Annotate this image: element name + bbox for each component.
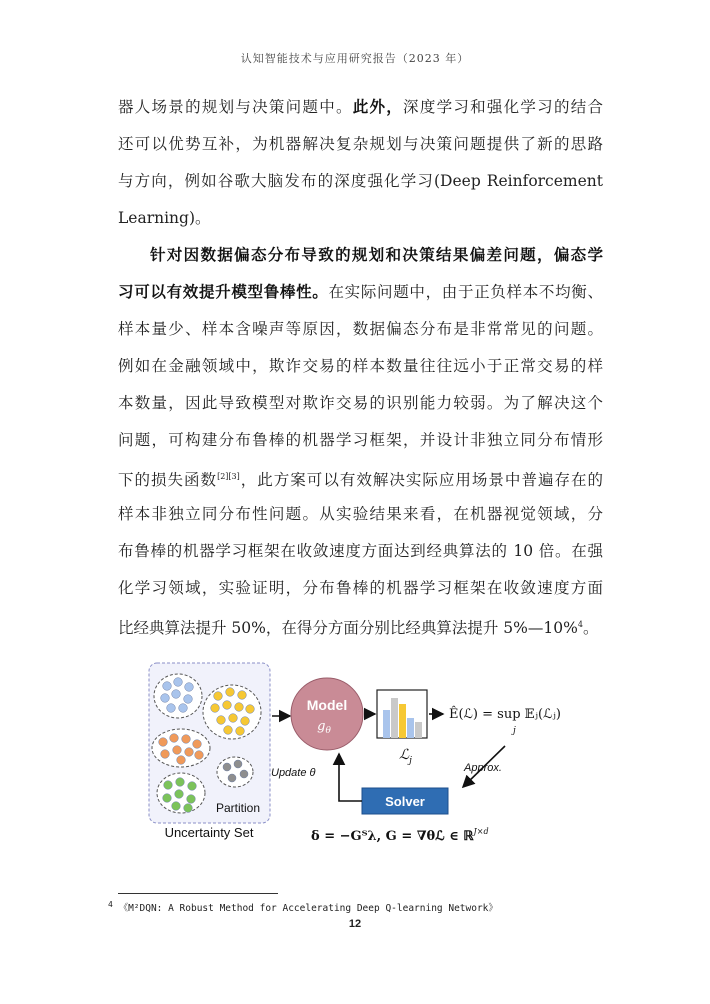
text-line: 布鲁棒的机器学习框架在收敛速度方面达到经典算法的 10 倍。在强	[118, 542, 603, 560]
cluster-dot	[175, 790, 184, 799]
body-text	[118, 92, 603, 647]
cluster-dot	[234, 760, 242, 768]
delta-formula: δ = −Gᵀλ, G = ∇θℒ ∈ ℝ$^{J\times d}$	[311, 827, 489, 844]
histogram-bar	[383, 710, 390, 738]
text-line: 本数量，因此导致模型对欺诈交易的识别能力较弱。为了解决这个	[118, 394, 603, 412]
sup-formula-sub: j	[513, 726, 516, 736]
cluster-dot	[170, 734, 179, 743]
cluster-dot	[163, 794, 172, 803]
text-line: 器人场景的规划与决策问题中。此外，深度学习和强化学习的结合	[118, 98, 603, 116]
sup-formula: Ê(ℒ) = sup 𝔼ⱼ(ℒⱼ)	[449, 707, 561, 722]
cluster-dot	[187, 795, 196, 804]
model-node	[291, 678, 363, 750]
text-line: 样本量少、样本含噪声等原因，数据偏态分布是非常常见的问题。	[118, 320, 603, 338]
text-line-bold: 针对因数据偏态分布导致的规划和决策结果偏差问题，偏态学	[150, 246, 603, 264]
cluster-dot	[223, 701, 232, 710]
cluster-dot	[240, 770, 248, 778]
page-header: 认知智能技术与应用研究报告（2023 年）	[240, 52, 470, 65]
update-label: Update θ	[271, 767, 316, 779]
cluster-dot	[172, 802, 181, 811]
cluster-dot	[217, 716, 226, 725]
cluster-dot	[173, 746, 182, 755]
cluster-dot	[226, 688, 235, 697]
cluster-dot	[176, 778, 185, 787]
citation-ref[interactable]: [2][3]	[217, 472, 240, 481]
model-label: Model	[306, 697, 348, 713]
cluster-dot	[229, 714, 238, 723]
footnote-divider	[118, 893, 278, 894]
cluster-dot	[185, 683, 194, 692]
cluster-dot	[195, 751, 204, 760]
cluster-dot	[235, 703, 244, 712]
model-param: $g_\theta$	[317, 719, 331, 736]
text-line: 下的损失函数[2][3]，此方案可以有效解决实际应用场景中普遍存在的	[118, 471, 603, 490]
text-line: 与方向，例如谷歌大脑发布的深度强化学习(Deep Reinforcement	[118, 172, 603, 190]
cluster-dot	[179, 704, 188, 713]
approx-label: Approx.	[464, 762, 502, 774]
cluster-dot	[224, 726, 233, 735]
cluster-dot	[238, 691, 247, 700]
cluster-dot	[236, 727, 245, 736]
cluster-dot	[188, 782, 197, 791]
footnote-ref[interactable]: 4	[577, 620, 583, 629]
cluster-dot	[185, 748, 194, 757]
histogram-bar	[407, 718, 414, 738]
cluster-dot	[161, 694, 170, 703]
cluster-dot	[161, 750, 170, 759]
histogram-bar	[391, 698, 398, 738]
cluster-dot	[167, 704, 176, 713]
figure-dro-framework	[143, 660, 583, 855]
cluster-dot	[184, 804, 193, 813]
cluster-dot	[172, 690, 181, 699]
cluster-dot	[177, 756, 186, 765]
text-line: 比经典算法提升 50%，在得分方面分别比经典算法提升 5%—10%$^4$。	[118, 619, 599, 638]
text-line: Learning)。	[118, 209, 211, 227]
footnote-text: 《M²DQN: A Robust Method for Accelerating Deep Q-learning Network》	[118, 903, 498, 915]
solver-label: Solver	[385, 794, 425, 809]
footnote	[108, 900, 498, 914]
text-line: 习可以有效提升模型鲁棒性。在实际问题中，由于正负样本不均衡、	[118, 283, 603, 301]
figure-diagram	[143, 660, 583, 855]
cluster-dot	[223, 763, 231, 771]
cluster-dot	[184, 695, 193, 704]
text-line: 化学习领域，实验证明，分布鲁棒的机器学习框架在收敛速度方面	[118, 579, 603, 597]
cluster-dot	[214, 692, 223, 701]
cluster-dot	[246, 705, 255, 714]
cluster-dot	[164, 781, 173, 790]
page-number: 12	[348, 918, 362, 930]
cluster-dot	[159, 738, 168, 747]
cluster-dot	[228, 774, 236, 782]
text-line: 还可以优势互补，为机器解决复杂规划与决策问题提供了新的思路	[118, 135, 603, 153]
histogram-bar	[415, 722, 422, 738]
cluster-dot	[241, 717, 250, 726]
cluster-dot	[211, 704, 220, 713]
text-line: 例如在金融领域中，欺诈交易的样本数量往往远小于正常交易的样	[118, 357, 603, 375]
partition-label: Partition	[215, 801, 261, 815]
footnote-mark: 4	[108, 900, 113, 909]
histogram-bar	[399, 704, 406, 738]
loss-label: ℒ$_j$	[399, 747, 412, 766]
cluster-dot	[193, 740, 202, 749]
cluster-dot	[163, 682, 172, 691]
arrow-update	[339, 754, 362, 801]
text-line: 样本非独立同分布性问题。从实验结果来看，在机器视觉领域，分	[118, 505, 603, 523]
uncertainty-set-label: Uncertainty Set	[164, 825, 254, 840]
cluster-dot	[182, 735, 191, 744]
cluster-dot	[174, 678, 183, 687]
text-line: 问题，可构建分布鲁棒的机器学习框架，并设计非独立同分布情形	[118, 431, 603, 449]
